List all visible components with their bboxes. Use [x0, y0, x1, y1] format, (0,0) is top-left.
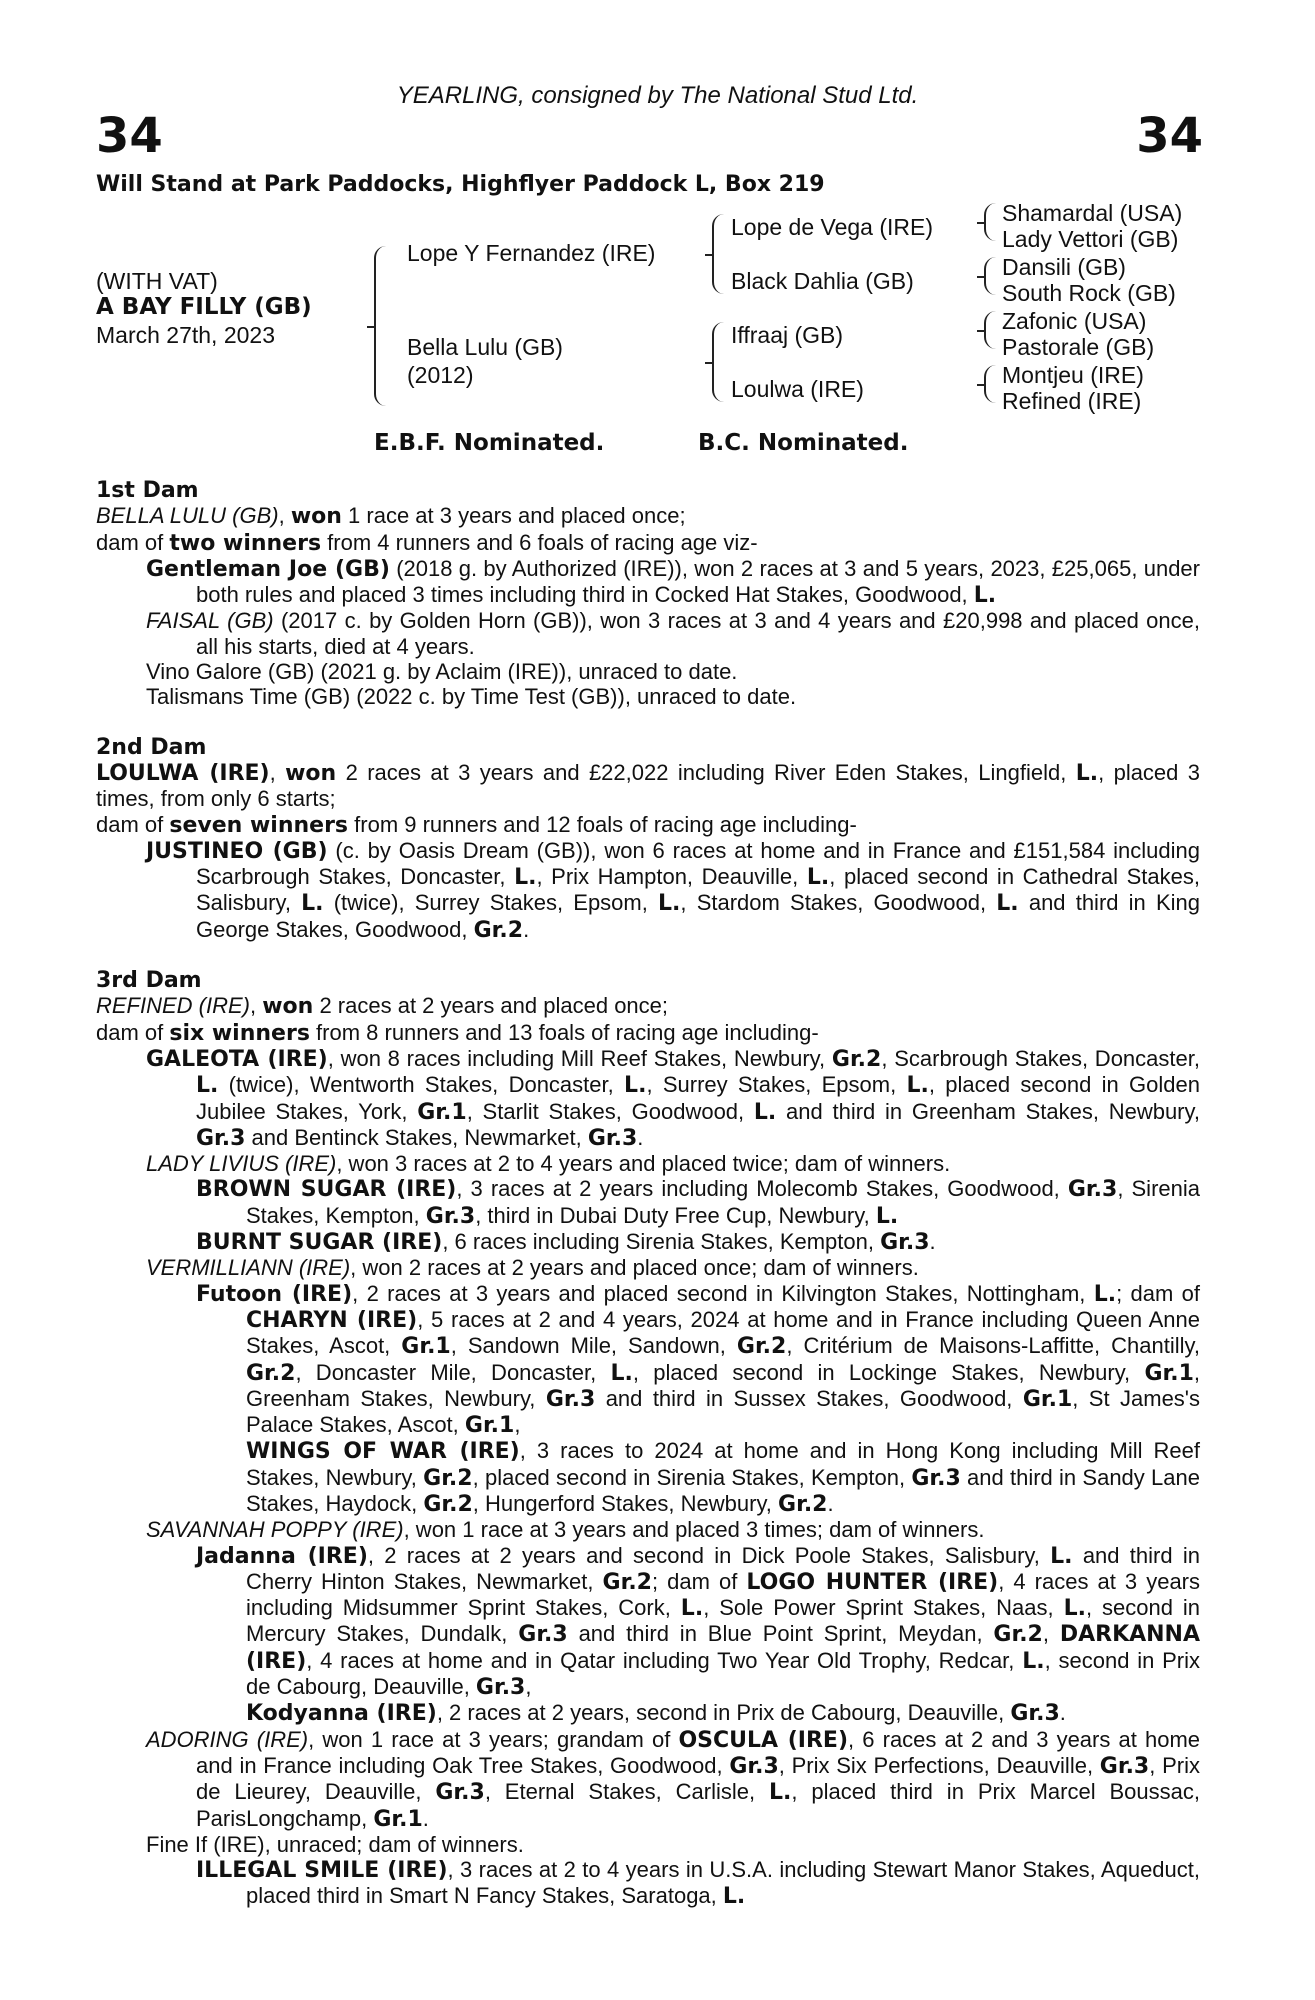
- grandparent-5: Zafonic (USA): [1002, 308, 1147, 334]
- grandparent-6: Pastorale (GB): [1002, 334, 1155, 360]
- foaling-date: March 27th, 2023: [96, 322, 276, 348]
- produce-entry: JUSTINEO (GB) (c. by Oasis Dream (GB)), won 6 races at home and in France and £151,584 including Scarbrough Stakes, Doncaster, L., Prix Hampton, Deauville, L., placed second in Cathedral Stakes, Salisbury, L. (twice), Surrey Stakes, Epsom, L., Stardom Stakes, Goodwood, L. and third in King George Stakes, Goodwood, Gr.2.: [146, 837, 1201, 943]
- produce-entry: GALEOTA (IRE), won 8 races including Mill Reef Stakes, Newbury, Gr.2, Scarbrough Stakes, Doncaster, L. (twice), Wentworth Stakes, Doncaster, L., Surrey Stakes, Epsom, L., placed second in Golden Jubilee Stakes, York, Gr.1, Starlit Stakes, Goodwood, L. and third in Greenham Stakes, Newbury, Gr.3 and Bentinck Stakes, Newmarket, Gr.3.: [146, 1045, 1201, 1151]
- sire: Lope Y Fernandez (IRE): [407, 240, 656, 266]
- pedigree-brace-g4: [984, 365, 996, 403]
- grandparent-8: Refined (IRE): [1002, 388, 1142, 414]
- produce-entry: WINGS OF WAR (IRE), 3 races to 2024 at home and in Hong Kong including Mill Reef Stakes, Newbury, Gr.2, placed second in Sirenia Stakes, Kempton, Gr.3 and third in Sandy Lane Stakes, Haydock, Gr.2, Hungerford Stakes, Newbury, Gr.2.: [246, 1438, 1200, 1517]
- dam: Bella Lulu (GB): [407, 334, 563, 360]
- grandparent-2: Lady Vettori (GB): [1002, 226, 1179, 252]
- pedigree-brace-g1: [984, 203, 996, 241]
- pedigree-brace-dam: [712, 322, 724, 402]
- dam-year: (2012): [407, 362, 474, 388]
- horse-name: A BAY FILLY (GB): [96, 294, 312, 320]
- produce-entry: BROWN SUGAR (IRE), 3 races at 2 years including Molecomb Stakes, Goodwood, Gr.3, Sirenia Stakes, Kempton, Gr.3, third in Dubai Duty Free Cup, Newbury, L.: [196, 1176, 1200, 1229]
- stand-location: Will Stand at Park Paddocks, Highflyer Paddock L, Box 219: [96, 172, 825, 197]
- third-dam-line: REFINED (IRE), won 2 races at 2 years and placed once;: [96, 993, 669, 1020]
- produce-entry: SAVANNAH POPPY (IRE), won 1 race at 3 years and placed 3 times; dam of winners.: [146, 1517, 985, 1543]
- first-dam-heading: 1st Dam: [96, 478, 199, 503]
- pedigree-brace-g3: [984, 311, 996, 349]
- grandparent-4: South Rock (GB): [1002, 280, 1176, 306]
- first-dam-summary: dam of two winners from 4 runners and 6 foals of racing age viz-: [96, 529, 758, 556]
- produce-entry: Jadanna (IRE), 2 races at 2 years and second in Dick Poole Stakes, Salisbury, L. and third in Cherry Hinton Stakes, Newmarket, Gr.2; dam of LOGO HUNTER (IRE), 4 races at 3 years including Midsummer Sprint Stakes, Cork, L., Sole Power Sprint Stakes, Naas, L., second in Mercury Stakes, Dundalk, Gr.3 and third in Blue Point Sprint, Meydan, Gr.2, DARKANNA (IRE), 4 races at home and in Qatar including Two Year Old Trophy, Redcar, L., second in Prix de Cabourg, Deauville, Gr.3,: [196, 1542, 1201, 1701]
- produce-entry: ADORING (IRE), won 1 race at 3 years; grandam of OSCULA (IRE), 6 races at 2 and 3 years at home and in France including Oak Tree Stakes, Goodwood, Gr.3, Prix Six Perfections, Deauville, Gr.3, Prix de Lieurey, Deauville, Gr.3, Eternal Stakes, Carlisle, L., placed third in Prix Marcel Boussac, ParisLongchamp, Gr.1.: [146, 1726, 1201, 1832]
- vat-note: (WITH VAT): [96, 268, 218, 294]
- produce-entry: Gentleman Joe (GB) (2018 g. by Authorized (IRE)), won 2 races at 3 and 5 years, 2023, £25,065, under both rules and placed 3 times including third in Cocked Hat Stakes, Goodwood, L.: [146, 555, 1200, 609]
- produce-entry: Vino Galore (GB) (2021 g. by Aclaim (IRE)), unraced to date.: [146, 659, 738, 685]
- lot-number-left: 34: [96, 108, 163, 164]
- sire-sire: Lope de Vega (IRE): [731, 214, 934, 240]
- grandparent-1: Shamardal (USA): [1002, 200, 1183, 226]
- pedigree-brace-sire: [712, 214, 724, 294]
- produce-entry: Fine If (IRE), unraced; dam of winners.: [146, 1831, 524, 1857]
- produce-entry: BURNT SUGAR (IRE), 6 races including Sirenia Stakes, Kempton, Gr.3.: [196, 1229, 936, 1256]
- produce-entry: Kodyanna (IRE), 2 races at 2 years, second in Prix de Cabourg, Deauville, Gr.3.: [246, 1700, 1066, 1727]
- second-dam-heading: 2nd Dam: [96, 734, 207, 760]
- second-dam-line: LOULWA (IRE), won 2 races at 3 years and £22,022 including River Eden Stakes, Lingfield, L., placed 3 times, from only 6 starts;: [96, 759, 1201, 812]
- pedigree-brace-g2: [984, 257, 996, 295]
- consignment-line: YEARLING, consigned by The National Stud Ltd.: [396, 82, 919, 109]
- pedigree-brace-main: [374, 246, 386, 406]
- dam-sire: Iffraaj (GB): [731, 322, 844, 348]
- grandparent-7: Montjeu (IRE): [1002, 362, 1144, 388]
- ebf-nominated: E.B.F. Nominated.: [374, 430, 605, 456]
- produce-entry: Talismans Time (GB) (2022 c. by Time Test (GB)), unraced to date.: [146, 684, 797, 710]
- produce-entry: Futoon (IRE), 2 races at 3 years and placed second in Kilvington Stakes, Nottingham, L.; dam of CHARYN (IRE), 5 races at 2 and 4 years, 2024 at home and in France including Queen Anne Stakes, Ascot, Gr.1, Sandown Mile, Sandown, Gr.2, Critérium de Maisons-Laffitte, Chantilly, Gr.2, Doncaster Mile, Doncaster, L., placed second in Lockinge Stakes, Newbury, Gr.1, Greenham Stakes, Newbury, Gr.3 and third in Sussex Stakes, Goodwood, Gr.1, St James's Palace Stakes, Ascot, Gr.1,: [196, 1280, 1201, 1439]
- produce-entry: VERMILLIANN (IRE), won 2 races at 2 years and placed once; dam of winners.: [146, 1255, 919, 1281]
- third-dam-heading: 3rd Dam: [96, 968, 202, 994]
- bc-nominated: B.C. Nominated.: [698, 430, 909, 456]
- third-dam-summary: dam of six winners from 8 runners and 13 foals of racing age including-: [96, 1019, 819, 1046]
- dam-dam: Loulwa (IRE): [731, 376, 864, 402]
- second-dam-summary: dam of seven winners from 9 runners and 12 foals of racing age including-: [96, 811, 857, 838]
- lot-number-right: 34: [1136, 108, 1203, 164]
- produce-entry: LADY LIVIUS (IRE), won 3 races at 2 to 4 years and placed twice; dam of winners.: [146, 1151, 951, 1177]
- first-dam-line: BELLA LULU (GB), won 1 race at 3 years and placed once;: [96, 503, 686, 530]
- produce-record: [96, 478, 1200, 1910]
- sire-dam: Black Dahlia (GB): [731, 268, 914, 294]
- produce-entry: FAISAL (GB) (2017 c. by Golden Horn (GB)), won 3 races at 3 and 4 years and £20,998 and placed once, all his starts, died at 4 years.: [146, 608, 1200, 659]
- produce-entry: ILLEGAL SMILE (IRE), 3 races at 2 to 4 years in U.S.A. including Stewart Manor Stakes, Aqueduct, placed third in Smart N Fancy Stakes, Saratoga, L.: [196, 1857, 1201, 1910]
- grandparent-3: Dansili (GB): [1002, 254, 1126, 280]
